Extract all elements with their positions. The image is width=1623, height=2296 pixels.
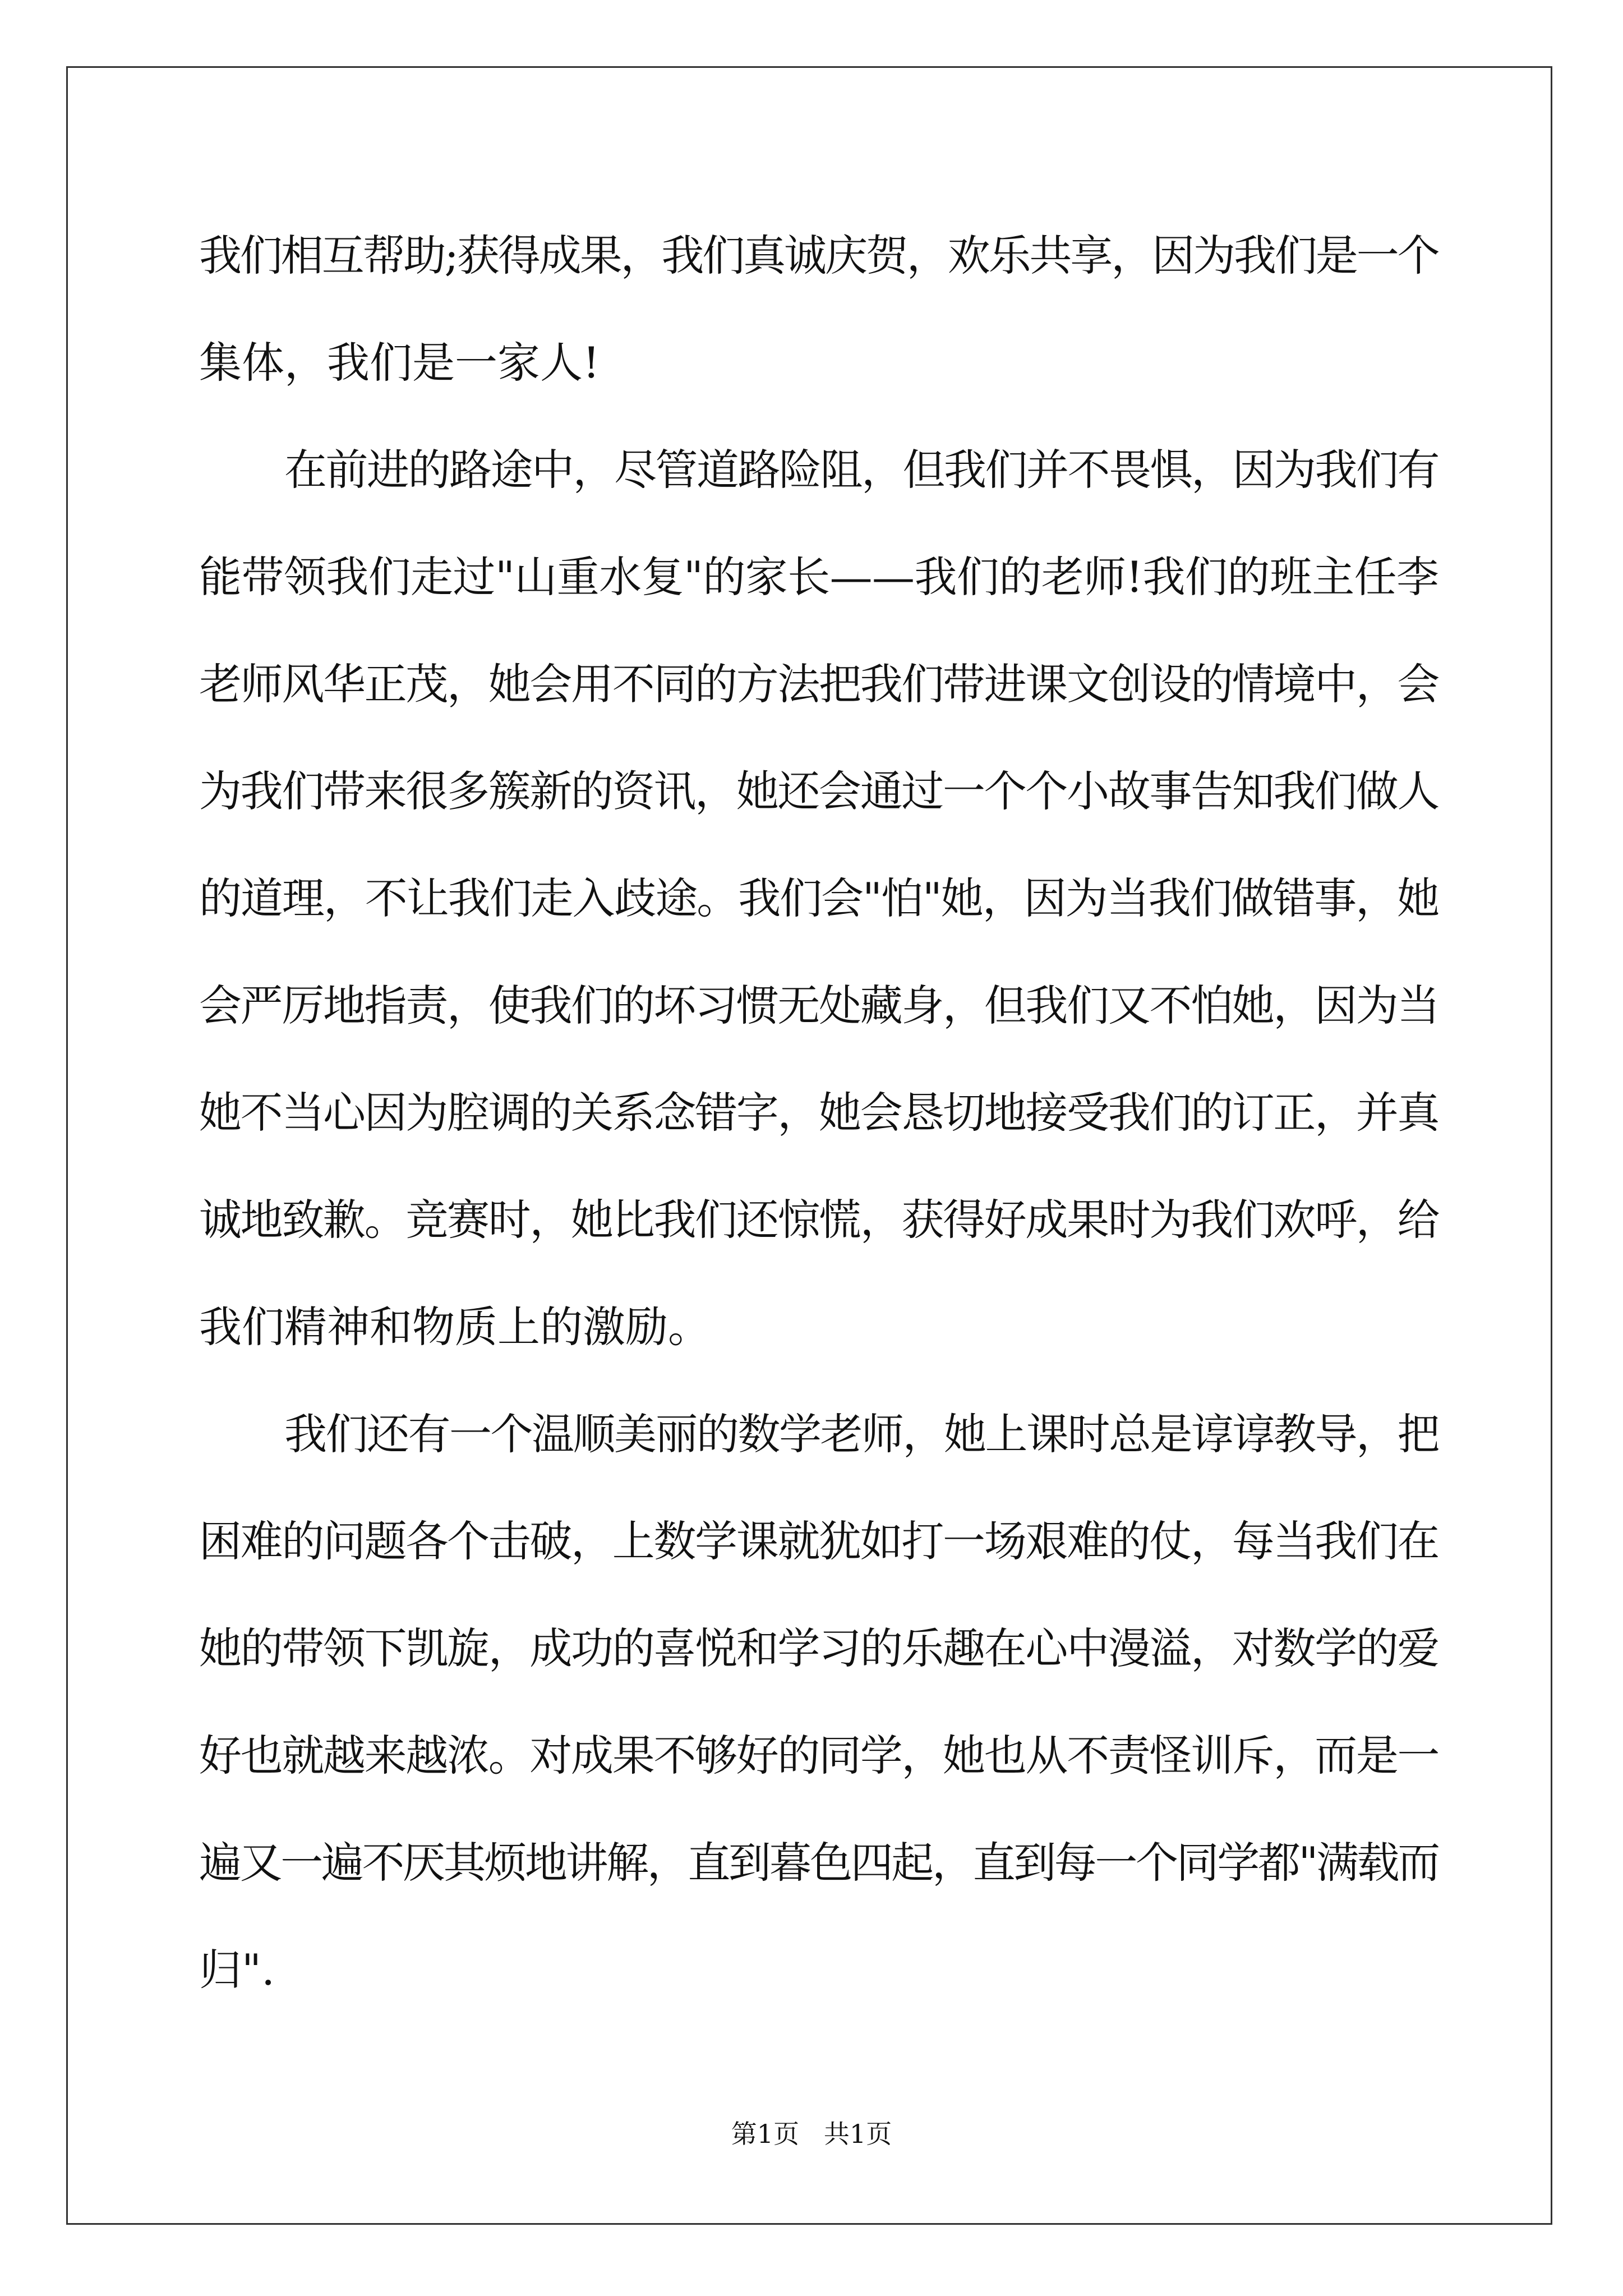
page-number-label: 第1页 共1页 bbox=[731, 2119, 892, 2149]
text-line: 困难的问题各个击破，上数学课就犹如打一场艰难的仗，每当我们在 bbox=[199, 1516, 1439, 1566]
text-line: 集体，我们是一家人! bbox=[199, 338, 600, 388]
text-line: 诚地致歉。竞赛时，她比我们还惊慌，获得好成果时为我们欢呼，给 bbox=[199, 1195, 1439, 1245]
text-line: 归". bbox=[199, 1945, 275, 1995]
text-line: 会严厉地指责，使我们的坏习惯无处藏身，但我们又不怕她，因为当 bbox=[199, 981, 1439, 1030]
text-line: 为我们带来很多簇新的资讯，她还会通过一个个小故事告知我们做人 bbox=[199, 766, 1439, 816]
text-line: 好也就越来越浓。对成果不够好的同学，她也从不责怪训斥，而是一 bbox=[199, 1731, 1439, 1780]
text-line: 老师风华正茂，她会用不同的方法把我们带进课文创设的情境中，会 bbox=[199, 659, 1439, 709]
text-line: 在前进的路途中，尽管道路险阻，但我们并不畏惧，因为我们有 bbox=[284, 445, 1438, 495]
page-footer bbox=[0, 2114, 1623, 2151]
text-line: 她的带领下凯旋，成功的喜悦和学习的乐趣在心中漫溢，对数学的爱 bbox=[199, 1623, 1439, 1673]
document-body bbox=[199, 202, 1438, 2023]
text-line: 我们相互帮助;获得成果，我们真诚庆贺，欢乐共享，因为我们是一个 bbox=[199, 231, 1438, 280]
text-line: 能带领我们走过"山重水复"的家长——我们的老师!我们的班主任李 bbox=[199, 552, 1439, 602]
text-line: 她不当心因为腔调的关系念错字，她会恳切地接受我们的订正，并真 bbox=[199, 1088, 1439, 1138]
text-line: 我们还有一个温顺美丽的数学老师，她上课时总是谆谆教导，把 bbox=[284, 1409, 1438, 1459]
text-line: 的道理，不让我们走入歧途。我们会"怕"她，因为当我们做错事，她 bbox=[199, 873, 1439, 923]
text-line: 遍又一遍不厌其烦地讲解，直到暮色四起，直到每一个同学都"满载而 bbox=[199, 1838, 1438, 1888]
text-line: 我们精神和物质上的激励。 bbox=[199, 1302, 711, 1352]
